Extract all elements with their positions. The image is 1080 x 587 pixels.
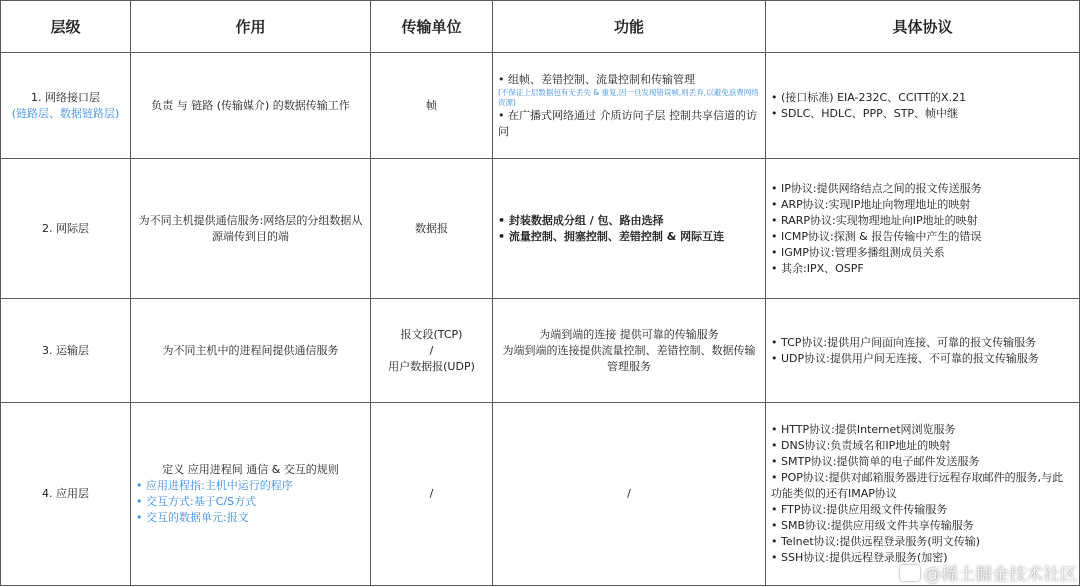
protocol-cell	[766, 403, 1080, 586]
unit-cell: 帧	[371, 53, 493, 159]
role-cell: 为不同主机中的进程间提供通信服务	[131, 299, 371, 403]
role-cell: 为不同主机提供通信服务:网络层的分组数据从源端传到目的端	[131, 159, 371, 299]
role-text: 定义 应用进程间 通信 & 交互的规则	[162, 463, 339, 476]
layer-cell	[1, 403, 131, 586]
unit-cell: 数据报	[371, 159, 493, 299]
layer-name: 1. 网络接口层	[31, 90, 100, 104]
header-unit: 传输单位	[371, 1, 493, 53]
protocol-item: • IP协议:提供网络结点之间的报文传送服务	[771, 181, 1074, 197]
layer-name: 4. 应用层	[42, 487, 89, 500]
protocol-item: • RARP协议:实现物理地址向IP地址的映射	[771, 213, 1074, 229]
protocol-list	[771, 181, 1074, 277]
protocol-cell	[766, 299, 1080, 403]
function-cell	[493, 299, 766, 403]
table-row	[1, 53, 1080, 159]
role-item-list	[136, 478, 365, 526]
function-item: • 流量控制、拥塞控制、差错控制 & 网际互连	[498, 229, 760, 245]
layer-cell	[1, 53, 131, 159]
function-cell	[493, 53, 766, 159]
protocol-item: • HTTP协议:提供Internet网浏览服务	[771, 422, 1074, 438]
table-row	[1, 299, 1080, 403]
function-item: 为端到端的连接提供流量控制、差错控制、数据传输管理服务	[502, 343, 756, 373]
table-row	[1, 403, 1080, 586]
protocol-item: • Telnet协议:提供远程登录服务(明文传输)	[771, 534, 1074, 550]
unit-cell	[371, 299, 493, 403]
table-row	[1, 159, 1080, 299]
protocol-item: • SSH协议:提供远程登录服务(加密)	[771, 550, 1074, 566]
unit-line: /	[429, 343, 434, 357]
function-item: • 封装数据成分组 / 包、路由选择	[498, 213, 760, 229]
protocol-list	[771, 90, 1074, 122]
protocol-list	[771, 422, 1074, 566]
function-item: • 组帧、差错控制、流量控制和传输管理	[498, 72, 760, 88]
protocol-item: • IGMP协议:管理多播组测成员关系	[771, 245, 1074, 261]
protocol-item: • 其余:IPX、OSPF	[771, 261, 1074, 277]
role-item: • 交互方式:基于C/S方式	[136, 494, 365, 510]
role-cell	[131, 403, 371, 586]
protocol-item: • FTP协议:提供应用级文件传输服务	[771, 502, 1074, 518]
layer-subtitle: (链路层、数据链路层)	[11, 106, 120, 120]
watermark	[900, 560, 1077, 585]
protocol-cell	[766, 159, 1080, 299]
function-cell: /	[493, 403, 766, 586]
protocol-item: • ARP协议:实现IP地址向物理地址的映射	[771, 197, 1074, 213]
function-item: • 在广播式网络通过 介质访问子层 控制共享信道的访问	[498, 108, 760, 140]
function-note: (不保证上层数据包有无丢失 & 重复,因一旦发现错误帧,则丢弃,以避免浪费网络资源)	[498, 87, 759, 107]
header-layer: 层级	[1, 1, 131, 53]
header-function: 功能	[493, 1, 766, 53]
header-protocols: 具体协议	[766, 1, 1080, 53]
protocol-item: • UDP协议:提供用户间无连接、不可靠的报文传输服务	[771, 351, 1074, 367]
function-item: 为端到端的连接 提供可靠的传输服务	[539, 327, 719, 341]
juejin-logo-icon	[900, 565, 920, 581]
protocol-item: • SMTP协议:提供简单的电子邮件发送服务	[771, 454, 1074, 470]
layer-cell	[1, 159, 131, 299]
layer-name: 2. 网际层	[42, 221, 89, 235]
layer-name: 3. 运输层	[42, 343, 89, 357]
protocol-item: • SDLC、HDLC、PPP、STP、帧中继	[771, 106, 1074, 122]
protocol-item: • DNS协议:负责域名和IP地址的映射	[771, 438, 1074, 454]
protocol-item: • TCP协议:提供用户间面向连接、可靠的报文传输服务	[771, 335, 1074, 351]
unit-line: 用户数据报(UDP)	[388, 359, 475, 373]
role-cell: 负责 与 链路 (传输媒介) 的数据传输工作	[131, 53, 371, 159]
role-item: • 应用进程指:主机中运行的程序	[136, 478, 365, 494]
unit-cell: /	[371, 403, 493, 586]
protocol-list	[771, 335, 1074, 367]
header-row	[1, 1, 1080, 53]
role-item: • 交互的数据单元:报文	[136, 510, 365, 526]
protocol-item: • POP协议:提供对邮箱服务器进行远程存取邮件的服务,与此功能类似的还有IMAP协议	[771, 470, 1074, 502]
watermark-text: @稀土掘金技术社区	[924, 565, 1077, 585]
protocol-item: • SMB协议:提供应用级文件共享传输服务	[771, 518, 1074, 534]
header-role: 作用	[131, 1, 371, 53]
layer-cell	[1, 299, 131, 403]
protocol-item: • ICMP协议:探测 & 报告传输中产生的错误	[771, 229, 1074, 245]
protocol-item: • (接口标准) EIA-232C、CCITT的X.21	[771, 90, 1074, 106]
unit-line: 报文段(TCP)	[400, 327, 463, 341]
protocol-cell	[766, 53, 1080, 159]
function-cell	[493, 159, 766, 299]
